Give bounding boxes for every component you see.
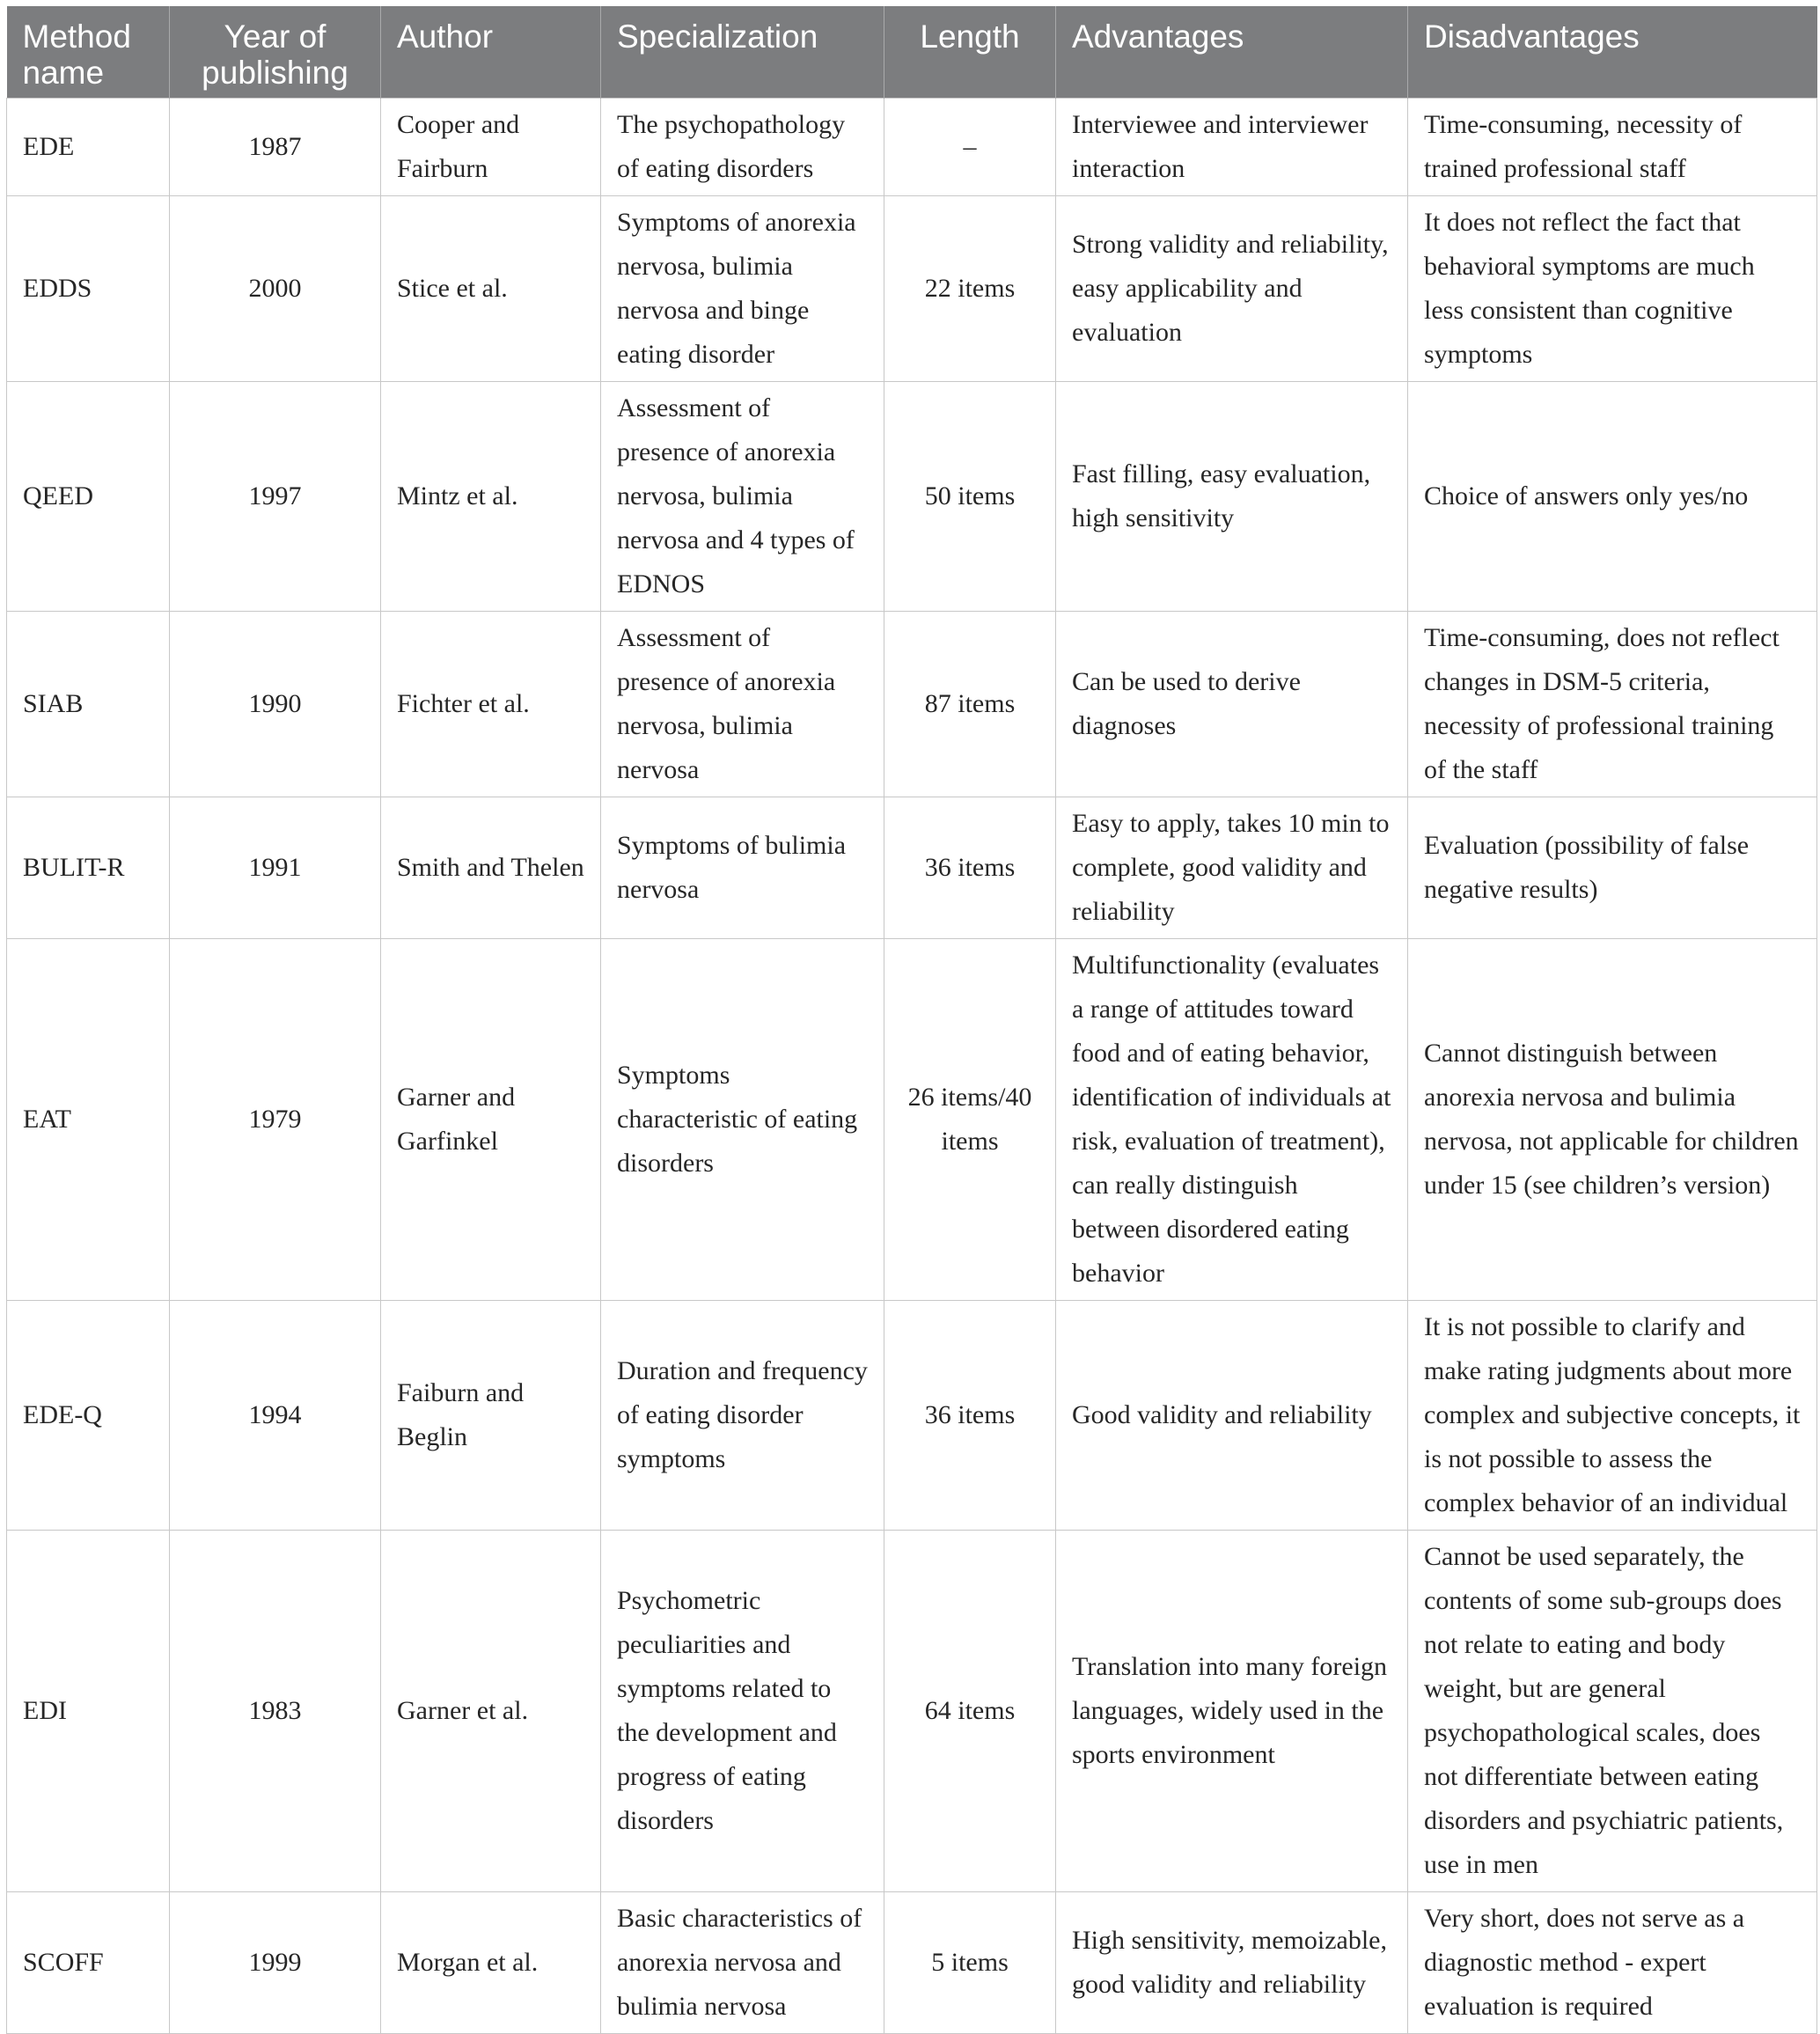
cell-disadvantages: Time-consuming, does not reflect changes in DSM-5 criteria, necessity of professional training of the staff: [1408, 612, 1817, 797]
cell-specialization: Symptoms characteristic of eating disorders: [601, 939, 884, 1301]
cell-disadvantages: Time-consuming, necessity of trained professional staff: [1408, 99, 1817, 196]
cell-specialization: Basic characteristics of anorexia nervosa and bulimia nervosa: [601, 1892, 884, 2034]
table-row: [7, 612, 1817, 797]
cell-specialization: Symptoms of anorexia nervosa, bulimia nervosa and binge eating disorder: [601, 196, 884, 382]
cell-specialization: Assessment of presence of anorexia nervosa, bulimia nervosa: [601, 612, 884, 797]
cell-advantages: Easy to apply, takes 10 min to complete, good validity and reliability: [1056, 797, 1408, 939]
cell-advantages: Strong validity and reliability, easy applicability and evaluation: [1056, 196, 1408, 382]
cell-year: 1999: [170, 1892, 381, 2034]
methods-table: [6, 6, 1817, 2034]
cell-disadvantages: Cannot be used separately, the contents of some sub-groups does not relate to eating and body weight, but are general psychopathological scales, does not differentiate between eating disorders and psychiatric patients, use in men: [1408, 1531, 1817, 1892]
cell-author: Garner and Garfinkel: [381, 939, 601, 1301]
cell-disadvantages: It is not possible to clarify and make rating judgments about more complex and subjective concepts, it is not possible to assess the complex behavior of an individual: [1408, 1301, 1817, 1531]
cell-length: 5 items: [884, 1892, 1056, 2034]
table-header: [7, 6, 1817, 99]
cell-year: 2000: [170, 196, 381, 382]
cell-length: –: [884, 99, 1056, 196]
cell-length: 36 items: [884, 1301, 1056, 1531]
cell-advantages: Interviewee and interviewer interaction: [1056, 99, 1408, 196]
cell-advantages: Multifunctionality (evaluates a range of attitudes toward food and of eating behavior, identification of individuals at risk, evaluation of treatment), can really distinguish between disordered eating behavior: [1056, 939, 1408, 1301]
cell-year: 1979: [170, 939, 381, 1301]
cell-length: 50 items: [884, 382, 1056, 612]
cell-disadvantages: It does not reflect the fact that behavioral symptoms are much less consistent than cognitive symptoms: [1408, 196, 1817, 382]
table-row: [7, 1892, 1817, 2034]
cell-author: Mintz et al.: [381, 382, 601, 612]
cell-method: SCOFF: [7, 1892, 170, 2034]
cell-author: Morgan et al.: [381, 1892, 601, 2034]
cell-method: EAT: [7, 939, 170, 1301]
header-method-name: Method name: [7, 6, 170, 99]
cell-method: SIAB: [7, 612, 170, 797]
table-body: [7, 99, 1817, 2034]
cell-advantages: Good validity and reliability: [1056, 1301, 1408, 1531]
cell-length: 36 items: [884, 797, 1056, 939]
cell-specialization: Assessment of presence of anorexia nervosa, bulimia nervosa and 4 types of EDNOS: [601, 382, 884, 612]
cell-author: Garner et al.: [381, 1531, 601, 1892]
methods-table-container: [6, 6, 1816, 2034]
cell-method: EDE: [7, 99, 170, 196]
cell-year: 1983: [170, 1531, 381, 1892]
cell-specialization: The psychopathology of eating disorders: [601, 99, 884, 196]
table-row: [7, 1301, 1817, 1531]
cell-author: Stice et al.: [381, 196, 601, 382]
header-length: Length: [884, 6, 1056, 99]
cell-author: Cooper and Fairburn: [381, 99, 601, 196]
cell-advantages: Can be used to derive diagnoses: [1056, 612, 1408, 797]
table-row: [7, 939, 1817, 1301]
cell-advantages: Translation into many foreign languages, widely used in the sports environment: [1056, 1531, 1408, 1892]
cell-advantages: High sensitivity, memoizable, good validity and reliability: [1056, 1892, 1408, 2034]
header-row: [7, 6, 1817, 99]
cell-year: 1990: [170, 612, 381, 797]
cell-length: 87 items: [884, 612, 1056, 797]
cell-method: EDI: [7, 1531, 170, 1892]
cell-disadvantages: Very short, does not serve as a diagnostic method - expert evaluation is required: [1408, 1892, 1817, 2034]
cell-method: QEED: [7, 382, 170, 612]
cell-advantages: Fast filling, easy evaluation, high sensitivity: [1056, 382, 1408, 612]
table-row: [7, 1531, 1817, 1892]
cell-author: Fichter et al.: [381, 612, 601, 797]
cell-length: 26 items/40 items: [884, 939, 1056, 1301]
cell-year: 1997: [170, 382, 381, 612]
cell-specialization: Duration and frequency of eating disorder symptoms: [601, 1301, 884, 1531]
header-advantages: Advantages: [1056, 6, 1408, 99]
table-row: [7, 797, 1817, 939]
table-row: [7, 99, 1817, 196]
cell-disadvantages: Choice of answers only yes/no: [1408, 382, 1817, 612]
cell-year: 1987: [170, 99, 381, 196]
table-row: [7, 196, 1817, 382]
cell-year: 1991: [170, 797, 381, 939]
cell-author: Smith and Thelen: [381, 797, 601, 939]
cell-specialization: Symptoms of bulimia nervosa: [601, 797, 884, 939]
cell-length: 64 items: [884, 1531, 1056, 1892]
header-disadvantages: Disadvantages: [1408, 6, 1817, 99]
header-author: Author: [381, 6, 601, 99]
cell-specialization: Psychometric peculiarities and symptoms related to the development and progress of eating disorders: [601, 1531, 884, 1892]
cell-method: EDDS: [7, 196, 170, 382]
cell-method: EDE-Q: [7, 1301, 170, 1531]
cell-disadvantages: Cannot distinguish between anorexia nervosa and bulimia nervosa, not applicable for children under 15 (see children’s version): [1408, 939, 1817, 1301]
header-specialization: Specialization: [601, 6, 884, 99]
table-row: [7, 382, 1817, 612]
cell-year: 1994: [170, 1301, 381, 1531]
cell-method: BULIT-R: [7, 797, 170, 939]
cell-length: 22 items: [884, 196, 1056, 382]
cell-author: Faiburn and Beglin: [381, 1301, 601, 1531]
header-year: Year of publishing: [170, 6, 381, 99]
cell-disadvantages: Evaluation (possibility of false negative results): [1408, 797, 1817, 939]
